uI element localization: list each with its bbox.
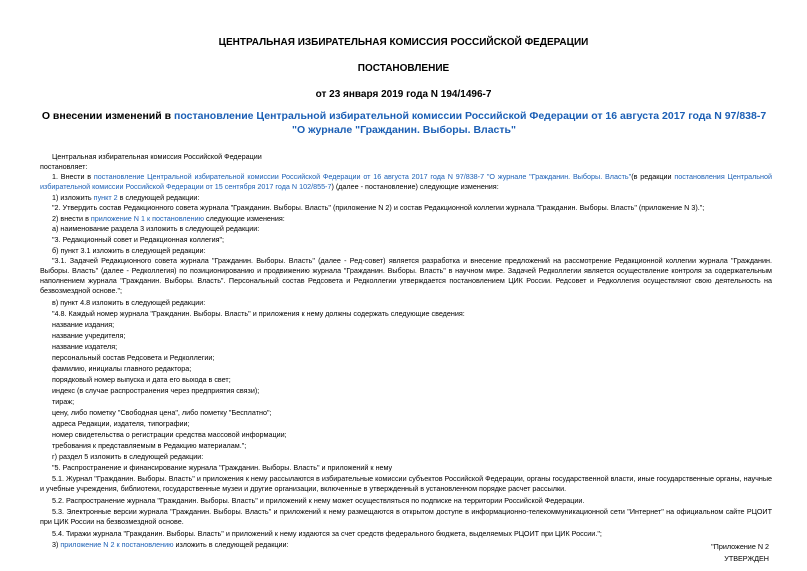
- list-item: персональный состав Редсовета и Редколлегии;: [52, 353, 215, 362]
- subitem-3: [52, 540, 289, 549]
- s1-link[interactable]: пункт 2: [93, 193, 118, 202]
- subitem-2v: в) пункт 4.8 изложить в следующей редакции:: [52, 298, 206, 307]
- subitem-2b: б) пункт 3.1 изложить в следующей редакции:: [52, 246, 206, 255]
- list-item: название учредителя;: [52, 331, 126, 340]
- issuer-heading: ЦЕНТРАЛЬНАЯ ИЗБИРАТЕЛЬНАЯ КОМИССИЯ РОССИЙСКОЙ ФЕДЕРАЦИИ: [218, 37, 589, 48]
- document-type: ПОСТАНОВЛЕНИЕ: [357, 63, 450, 74]
- subitem-1: [52, 193, 199, 202]
- title-prefix: О внесении изменений в: [41, 110, 174, 122]
- list-item: порядковый номер выпуска и дата его выхода в свет;: [52, 375, 231, 384]
- list-item: тираж;: [52, 397, 75, 406]
- paragraph-5-1: 5.1. Журнал "Гражданин. Выборы. Власть" и приложения к нему рассылаются в избирательные комиссии субъектов Российской Федерации, органы государственной власти, иные государственные органы, научные и учебные учреждения, библиотеки, государственные музеи и другие организации, включенные в утвержденный в установленном порядке расчет рассылки.: [40, 474, 772, 493]
- list-item: индекс (в случае распространения через предприятия связи);: [52, 386, 260, 395]
- approved-label: УТВЕРЖДЕН: [724, 554, 769, 563]
- s3-text-b: изложить в следующей редакции:: [173, 540, 289, 549]
- paragraph-5-4: 5.4. Тиражи журнала "Гражданин. Выборы. Власть" и приложений к нему издаются за счет средств федерального бюджета, выделяемых РЦОИТ при ЦИК России.";: [52, 529, 602, 538]
- list-item: требования к представляемым в Редакцию материалам.";: [52, 441, 247, 450]
- list-item: название издателя;: [52, 342, 118, 351]
- list-item: номер свидетельства о регистрации средства массовой информации;: [52, 430, 287, 439]
- subitem-2: [52, 214, 285, 223]
- p1-link-amendment[interactable]: постановления Центральной избирательной комиссии Российской Федерации от 15 сентября 2017 года N 102/855-7: [40, 172, 773, 191]
- document-date-number: от 23 января 2019 года N 194/1496-7: [315, 89, 492, 100]
- subitem-2a: а) наименование раздела 3 изложить в следующей редакции:: [52, 224, 260, 233]
- paragraph-1: [40, 172, 772, 192]
- list-item: название издания;: [52, 320, 115, 329]
- s1-text-a: 1) изложить: [52, 193, 94, 202]
- title-link[interactable]: постановление Центральной избирательной комиссии Российской Федерации от 16 августа 2017 года N 97/838-7 "О журнале "Гражданин. Выборы. Власть": [174, 110, 767, 136]
- p1-text-b: (в редакции: [631, 172, 675, 181]
- appendix-label: "Приложение N 2: [711, 542, 769, 551]
- s2-link[interactable]: приложение N 1 к постановлению: [90, 214, 204, 223]
- s3-link[interactable]: приложение N 2 к постановлению: [60, 540, 174, 549]
- subitem-2g: г) раздел 5 изложить в следующей редакции:: [52, 452, 204, 461]
- paragraph-5-3: 5.3. Электронные версии журнала "Гражданин. Выборы. Власть" и приложений к нему размещаются в открытом доступе в информационно-телекоммуникационной сети "Интернет" на официальном сайте РЦОИТ при ЦИК России на безвозмездной основе.: [40, 507, 772, 526]
- p1-link-resolution[interactable]: постановление Центральной избирательной комиссии Российской Федерации от 16 августа 2017 года N 97/838-7 "О журнале "Гражданин. Выборы. Власть": [93, 172, 632, 181]
- s2-text-a: 2) внести в: [52, 214, 91, 223]
- resolves-line: постановляет:: [40, 162, 88, 171]
- s3-text-a: 3): [52, 540, 61, 549]
- intro-line: Центральная избирательная комиссия Российской Федерации: [52, 152, 262, 161]
- document-title: [36, 109, 772, 137]
- list-item: цену, либо пометку "Свободная цена", либо пометку "Бесплатно";: [52, 408, 272, 417]
- subitem-1-quote: "2. Утвердить состав Редакционного совета журнала "Гражданин. Выборы. Власть" (приложение N 2) и состав Редакционной коллегии журнала "Гражданин. Выборы. Власть" (приложение N 3).";: [52, 203, 705, 212]
- s2-text-b: следующие изменения:: [203, 214, 285, 223]
- subitem-2b-quote: "3.1. Задачей Редакционного совета журнала "Гражданин. Выборы. Власть" (далее - Ред-совет) является разработка и внесение предложений на рассмотрение Редакционной коллегии журнала "Гражданин. Выборы. Власть" (далее - Редколлегия) по позиционированию и продвижению журнала "Гражданин. Выборы. Власть" в научном мире. Задачей Редколлегии является осуществление контроля за содержательным наполнением журнала "Гражданин. Выборы. Власть". Персональный состав Редсовета и Редколлегии утверждается постановлением ЦИК России. Редсовет и Редколлегия осуществляют свою деятельность на безвозмездной основе.";: [40, 256, 772, 295]
- subitem-2g-quote: "5. Распространение и финансирование журнала "Гражданин. Выборы. Власть" и приложений к нему: [52, 463, 393, 472]
- list-item: адреса Редакции, издателя, типографии;: [52, 419, 190, 428]
- p1-text-a: 1. Внести в: [52, 172, 94, 181]
- p1-text-c: ) (далее - постановление) следующие изменения:: [331, 182, 499, 191]
- s1-text-b: в следующей редакции:: [117, 193, 200, 202]
- list-item: фамилию, инициалы главного редактора;: [52, 364, 192, 373]
- subitem-2v-quote: "4.8. Каждый номер журнала "Гражданин. Выборы. Власть" и приложения к нему должны содержать следующие сведения:: [52, 309, 465, 318]
- subitem-2a-quote: "3. Редакционный совет и Редакционная коллегия";: [52, 235, 225, 244]
- paragraph-5-2: 5.2. Распространение журнала "Гражданин. Выборы. Власть" и приложений к нему может осуществляться по подписке на территории Российской Федерации.: [52, 496, 585, 505]
